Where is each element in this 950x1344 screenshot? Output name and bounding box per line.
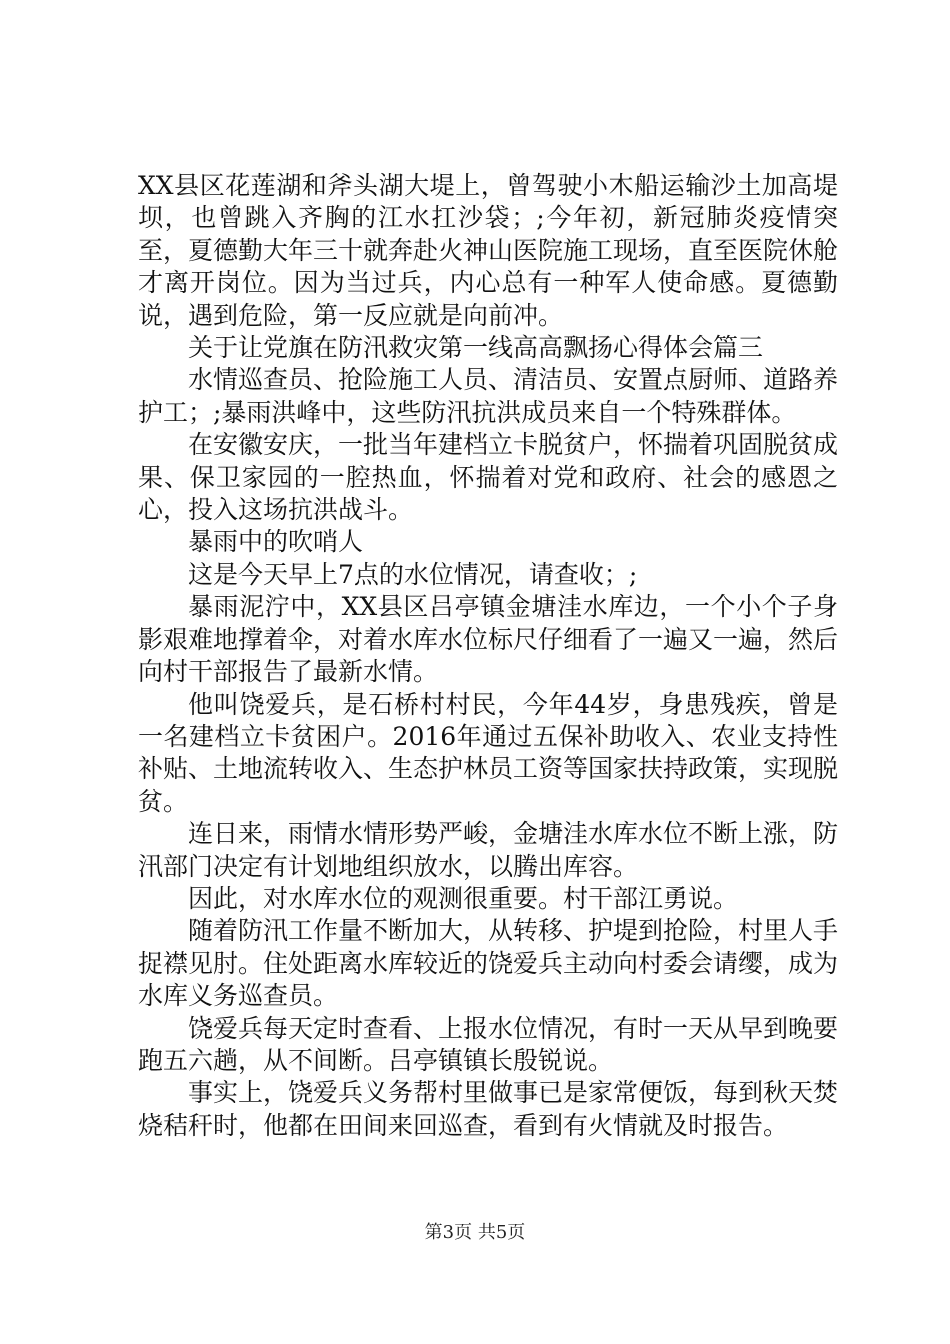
paragraph-3: 水情巡查员、抢险施工人员、清洁员、安置点厨师、道路养护工；;暴雨洪峰中，这些防汛抗洪成员来自一个特殊群体。: [138, 365, 839, 427]
page-number-footer: 第3页 共5页: [424, 1222, 526, 1243]
paragraph-6: 这是今天早上7点的水位情况，请查收；;: [188, 559, 638, 589]
subheading-whistleblower: 暴雨中的吹哨人: [188, 527, 364, 557]
paragraph-12: 饶爱兵每天定时查看、上报水位情况，有时一天从早到晚要跑五六趟，从不间断。吕亭镇镇长殷锐说。: [138, 1013, 839, 1075]
paragraph-10: 因此，对水库水位的观测很重要。村干部江勇说。: [188, 883, 739, 913]
paragraph-4: 在安徽安庆，一批当年建档立卡脱贫户，怀揣着巩固脱贫成果、保卫家园的一腔热血，怀揣着对党和政府、社会的感恩之心，投入这场抗洪战斗。: [138, 430, 839, 525]
paragraph-8: 他叫饶爱兵，是石桥村村民，今年44岁，身患残疾，曾是一名建档立卡贫困户。2016年通过五保补助收入、农业支持性补贴、土地流转收入、生态护林员工资等国家扶持政策，实现脱贫。: [138, 689, 839, 816]
paragraph-9: 连日来，雨情水情形势严峻，金塘洼水库水位不断上涨，防汛部门决定有计划地组织放水，以腾出库容。: [138, 819, 839, 881]
paragraph-11: 随着防汛工作量不断加大，从转移、护堤到抢险，村里人手捉襟见肘。住处距离水库较近的饶爱兵主动向村委会请缨，成为水库义务巡查员。: [138, 916, 839, 1011]
section-heading: 关于让党旗在防汛救灾第一线高高飘扬心得体会篇三: [188, 333, 764, 363]
paragraph-1: XX县区花莲湖和斧头湖大堤上，曾驾驶小木船运输沙土加高堤坝，也曾跳入齐胸的江水扛沙袋；;今年初，新冠肺炎疫情突至，夏德勤大年三十就奔赴火神山医院施工现场，直至医院休舱才离开岗位。因为当过兵，内心总有一种军人使命感。夏德勤说，遇到危险，第一反应就是向前冲。: [138, 171, 839, 330]
document-body: [138, 170, 838, 1142]
paragraph-13: 事实上，饶爱兵义务帮村里做事已是家常便饭，每到秋天焚烧秸秆时，他都在田间来回巡查，看到有火情就及时报告。: [138, 1078, 839, 1140]
paragraph-7: 暴雨泥泞中，XX县区吕亭镇金塘洼水库边，一个小个子身影艰难地撑着伞，对着水库水位标尺仔细看了一遍又一遍，然后向村干部报告了最新水情。: [138, 592, 839, 687]
